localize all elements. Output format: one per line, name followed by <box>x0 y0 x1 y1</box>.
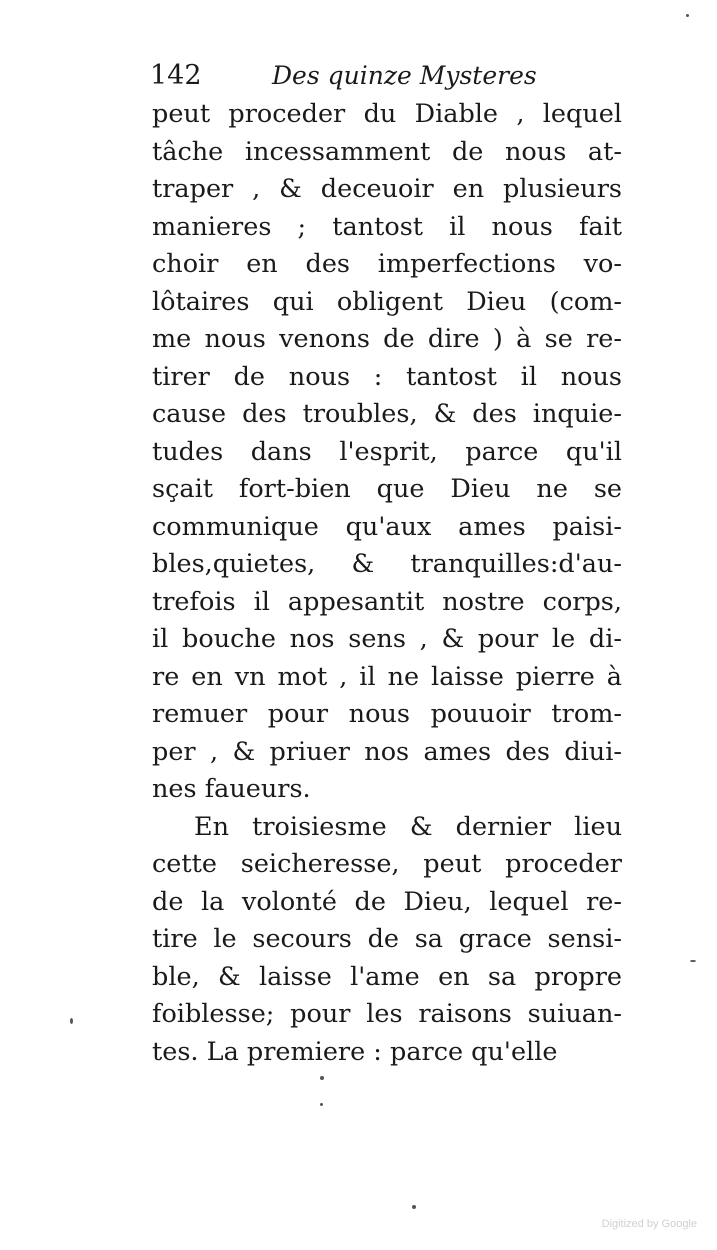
text-line: traper , & deceuoir en plusieurs <box>152 174 622 204</box>
text-line: En troisiesme & dernier lieu <box>194 811 622 842</box>
text-line: cause des troubles, & des inquie- <box>152 399 622 429</box>
text-line: tâche incessamment de nous at- <box>152 136 622 167</box>
text-line: foiblesse; pour les raisons suiuan- <box>152 999 622 1029</box>
text-line: trefois il appesantit nostre corps, <box>152 586 622 617</box>
text-line: lôtaires qui obligent Dieu (com- <box>152 286 622 317</box>
text-line: per , & priuer nos ames des diui- <box>152 736 622 767</box>
scan-speck <box>70 1018 73 1024</box>
scan-speck <box>320 1076 324 1080</box>
text-line: manieres ; tantost il nous fait <box>152 211 622 242</box>
text-line: re en vn mot , il ne laisse pierre à <box>152 661 622 692</box>
scan-speck <box>320 1103 323 1106</box>
text-line: communique qu'aux ames paisi- <box>152 511 622 542</box>
text-line: peut proceder du Diable , lequel <box>152 99 622 129</box>
text-line: de la volonté de Dieu, lequel re- <box>152 886 622 917</box>
text-line: il bouche nos sens , & pour le di- <box>152 624 622 654</box>
scan-speck <box>412 1205 416 1209</box>
page-number: 142 <box>150 60 202 91</box>
text-line: tes. La premiere : parce qu'elle <box>152 1036 558 1067</box>
text-line: tire le secours de sa grace sensi- <box>152 924 622 954</box>
scan-speck <box>690 960 696 962</box>
text-line: tirer de nous : tantost il nous <box>152 361 622 392</box>
text-line: bles,quietes, & tranquilles:d'au- <box>152 549 622 579</box>
text-line: tudes dans l'esprit, parce qu'il <box>152 436 622 467</box>
text-line: nes faueurs. <box>152 774 311 804</box>
text-line: sçait fort-bien que Dieu ne se <box>152 474 622 504</box>
page-header <box>150 58 620 94</box>
text-line: ble, & laisse l'ame en sa propre <box>152 961 622 992</box>
text-line: remuer pour nous pouuoir trom- <box>152 699 622 729</box>
scan-speck <box>686 14 689 17</box>
digitizer-watermark: Digitized by Google <box>601 1218 697 1230</box>
text-line: choir en des imperfections vo- <box>152 249 622 279</box>
text-line: me nous venons de dire ) à se re- <box>152 324 622 354</box>
body-text <box>152 96 622 1071</box>
running-title: Des quinze Mysteres <box>272 61 537 90</box>
text-line: cette seicheresse, peut proceder <box>152 849 622 879</box>
